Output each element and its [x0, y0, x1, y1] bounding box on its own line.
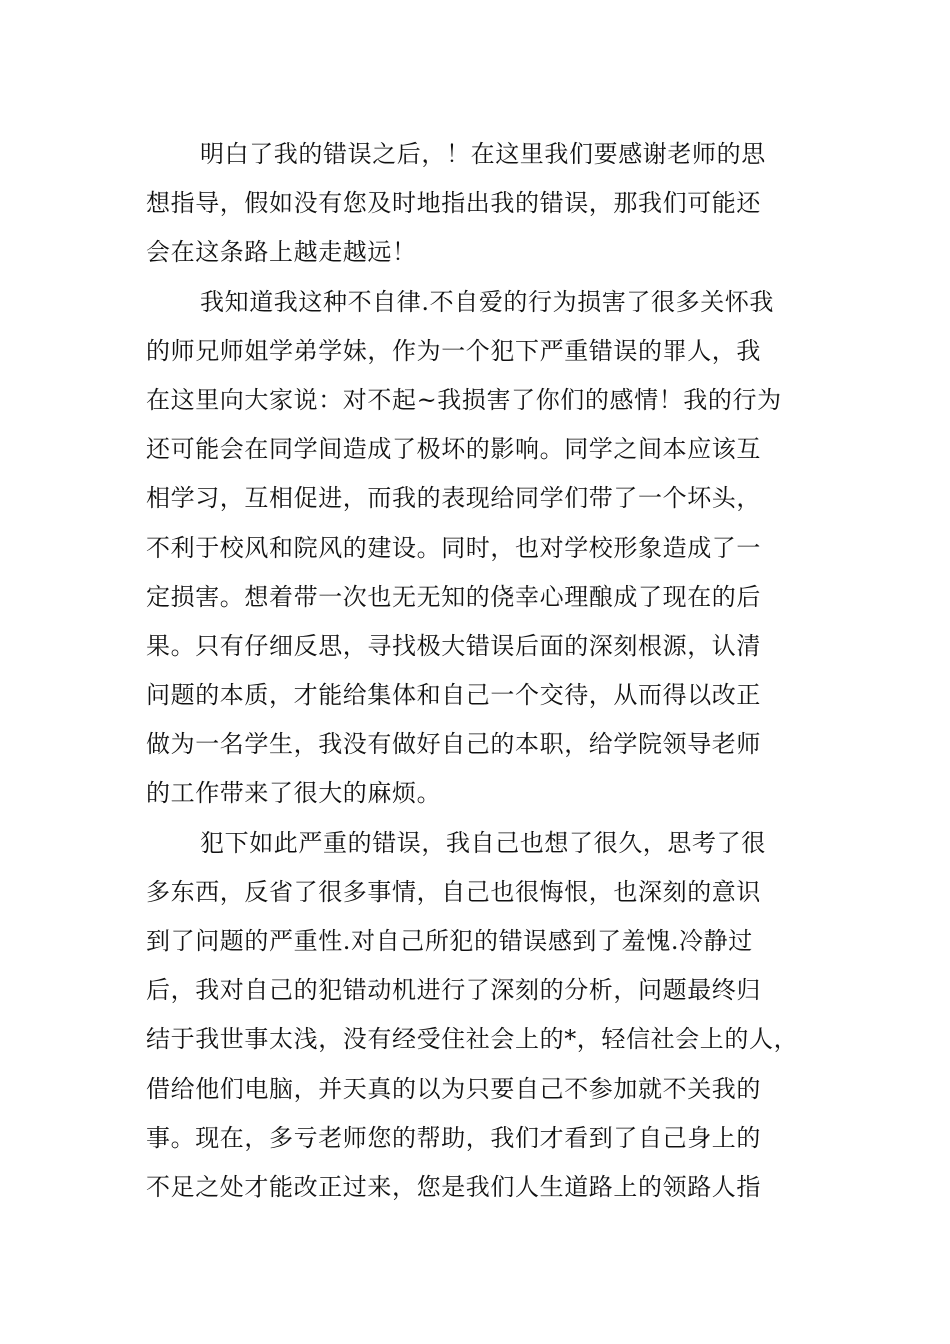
paragraph-2-line-3: 在这里向大家说：对不起~我损害了你们的感情！我的行为: [146, 385, 782, 414]
paragraph-3-line-7: 事。现在，多亏老师您的帮助，我们才看到了自己身上的: [146, 1123, 761, 1152]
paragraph-2-line-5: 相学习，互相促进，而我的表现给同学们带了一个坏头，: [146, 484, 761, 513]
paragraph-2-line-11: 的工作带来了很大的麻烦。: [146, 779, 442, 808]
paragraph-2-line-7: 定损害。想着带一次也无无知的侥幸心理酿成了现在的后: [146, 582, 761, 611]
paragraph-2-line-10: 做为一名学生，我没有做好自己的本职，给学院领导老师: [146, 730, 761, 759]
paragraph-3-line-2: 多东西，反省了很多事情，自己也很悔恨，也深刻的意识: [146, 877, 761, 906]
paragraph-2-line-2: 的师兄师姐学弟学妹，作为一个犯下严重错误的罪人，我: [146, 336, 761, 365]
paragraph-2-line-8: 果。只有仔细反思，寻找极大错误后面的深刻根源，认清: [146, 631, 761, 660]
paragraph-3-line-5: 结于我世事太浅，没有经受住社会上的*，轻信社会上的人，: [146, 1025, 799, 1054]
paragraph-2-line-9: 问题的本质，才能给集体和自己一个交待，从而得以改正: [146, 681, 761, 710]
paragraph-2-line-6: 不利于校风和院风的建设。同时，也对学校形象造成了一: [146, 533, 761, 562]
paragraph-1-line-1: 明白了我的错误之后，！在这里我们要感谢老师的思: [200, 140, 766, 168]
paragraph-2-line-4: 还可能会在同学间造成了极坏的影响。同学之间本应该互: [146, 435, 761, 464]
paragraph-2-line-1: 我知道我这种不自律.不自爱的行为损害了很多关怀我: [200, 287, 775, 316]
paragraph-3-line-8: 不足之处才能改正过来，您是我们人生道路上的领路人指: [146, 1172, 761, 1201]
paragraph-3-line-6: 借给他们电脑，并天真的以为只要自己不参加就不关我的: [146, 1074, 761, 1103]
document-body: [146, 130, 826, 1212]
paragraph-3-line-1: 犯下如此严重的错误，我自己也想了很久，思考了很: [200, 828, 766, 857]
paragraph-1-line-3: 会在这条路上越走越远！: [146, 238, 417, 267]
paragraph-3-line-4: 后，我对自己的犯错动机进行了深刻的分析，问题最终归: [146, 976, 761, 1005]
paragraph-1-line-2: 想指导，假如没有您及时地指出我的错误，那我们可能还: [146, 189, 761, 218]
paragraph-3-line-3: 到了问题的严重性.对自己所犯的错误感到了羞愧.冷静过: [146, 927, 753, 955]
